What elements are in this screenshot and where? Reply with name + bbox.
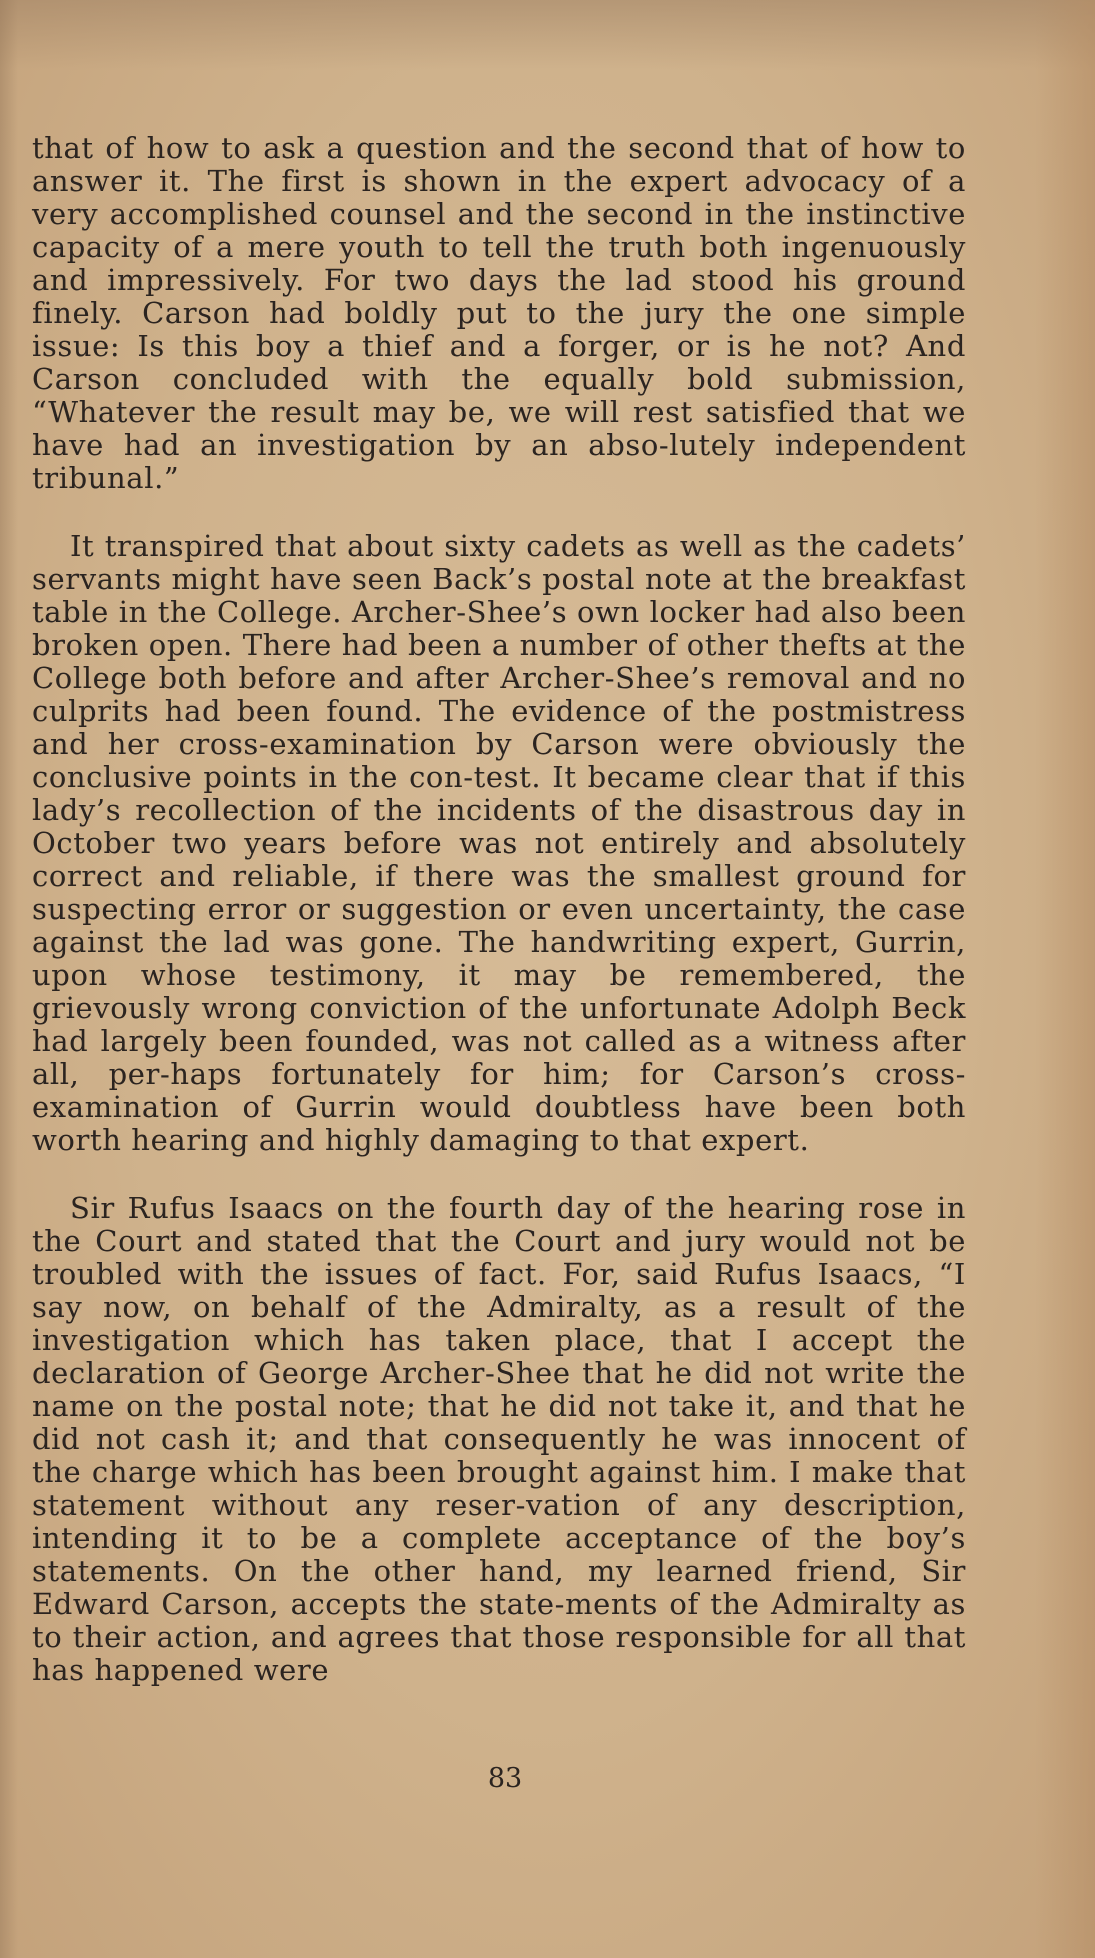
page-number: 83 — [487, 1763, 523, 1794]
page-edge-shadow-left — [0, 0, 18, 1958]
page-edge-shadow-top — [0, 0, 1095, 70]
paragraph-1: that of how to ask a question and the second that of how to answer it. The first is shown in the expert advocacy of a very accomplished counsel and the second in the instinctive capacity of a mere youth to tell the truth both ingenuously and impressively. For two days the lad stood his ground finely. Carson had boldly put to the jury the one simple issue: Is this boy a thief and a forger, or is he not? And Carson concluded with the equally bold submission, “Whatever the result may be, we will rest satisfied that we have had an investigation by an abso-lutely independent tribunal.” — [32, 131, 966, 495]
page-edge-shadow-right — [1035, 0, 1095, 1958]
paragraph-3: Sir Rufus Isaacs on the fourth day of the hearing rose in the Court and stated that the Court and jury would not be troubled with the issues of fact. For, said Rufus Isaacs, “I say now, on behalf of the Admiralty, as a result of the investigation which has taken place, that I accept the declaration of George Archer-Shee that he did not write the name on the postal note; that he did not take it, and that he did not cash it; and that consequently he was innocent of the charge which has been brought against him. I make that statement without any reser-vation of any description, intending it to be a complete acceptance of the boy’s statements. On the other hand, my learned friend, Sir Edward Carson, accepts the state-ments of the Admiralty as to their action, and agrees that those responsible for all that has happened were — [32, 1191, 966, 1687]
paragraph-2: It transpired that about sixty cadets as well as the cadets’ servants might have seen Back’s postal note at the breakfast table in the College. Archer-Shee’s own locker had also been broken open. There had been a number of other thefts at the College both before and after Archer-Shee’s removal and no culprits had been found. The evidence of the postmistress and her cross-examination by Carson were obviously the conclusive points in the con-test. It became clear that if this lady’s recollection of the incidents of the disastrous day in October two years before was not entirely and absolutely correct and reliable, if there was the smallest ground for suspecting error or suggestion or even uncertainty, the case against the lad was gone. The handwriting expert, Gurrin, upon whose testimony, it may be remembered, the grievously wrong conviction of the unfortunate Adolph Beck had largely been founded, was not called as a witness after all, per-haps fortunately for him; for Carson’s cross-examination of Gurrin would doubtless have been both worth hearing and highly damaging to that expert. — [32, 529, 966, 1157]
body-text — [32, 132, 966, 1687]
